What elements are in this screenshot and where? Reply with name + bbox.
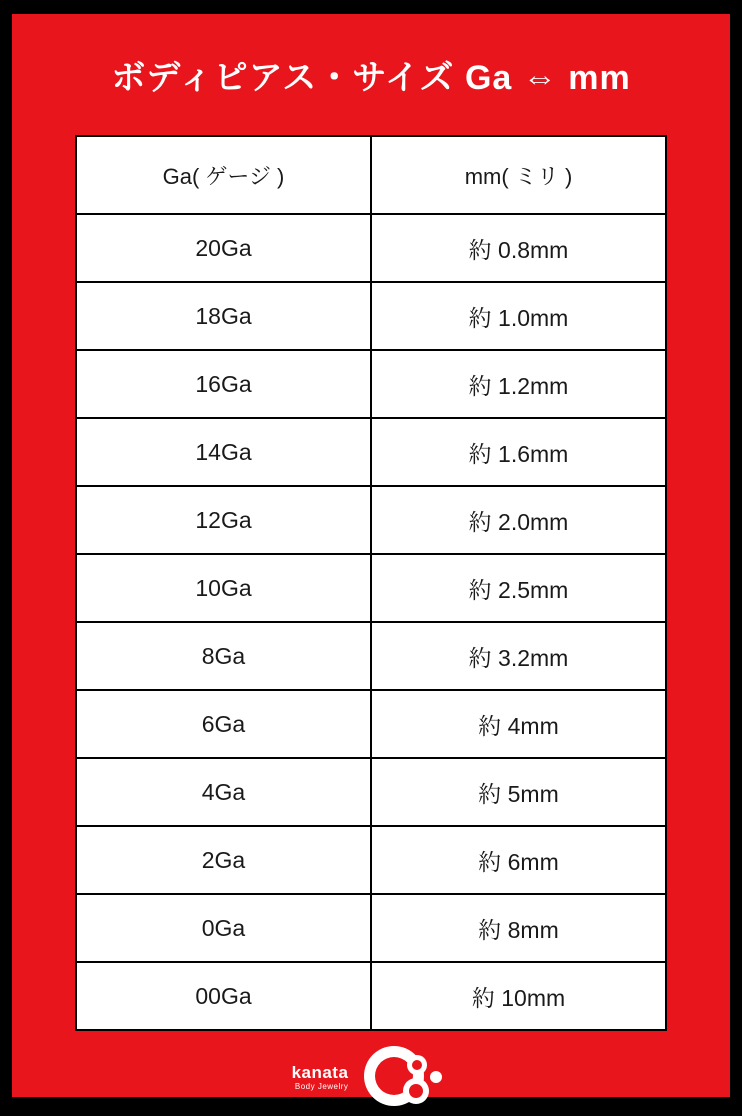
table-row xyxy=(76,214,666,282)
column-header-mm: mm( ミリ ) xyxy=(371,136,666,214)
brand-subtitle: Body Jewelry xyxy=(294,1081,349,1091)
page-title: ボディピアス・サイズ Ga ⇔ mm xyxy=(111,59,631,97)
cell-gauge: 00Ga xyxy=(76,962,371,1030)
table-row xyxy=(76,622,666,690)
table-row xyxy=(76,894,666,962)
red-card xyxy=(12,14,730,1097)
cell-mm: 約 1.2mm xyxy=(371,350,666,418)
cell-mm: 約 6mm xyxy=(371,826,666,894)
table-row xyxy=(76,282,666,350)
brand-name: kanata xyxy=(291,1062,349,1082)
kanata-circles-logo-icon xyxy=(354,1045,450,1111)
size-conversion-table xyxy=(75,135,667,1031)
cell-gauge: 12Ga xyxy=(76,486,371,554)
cell-gauge: 18Ga xyxy=(76,282,371,350)
table-header xyxy=(76,136,666,214)
table-row xyxy=(76,350,666,418)
cell-mm: 約 4mm xyxy=(371,690,666,758)
cell-mm: 約 2.0mm xyxy=(371,486,666,554)
cell-gauge: 8Ga xyxy=(76,622,371,690)
table-row xyxy=(76,962,666,1030)
brand-text xyxy=(292,1064,349,1093)
size-table-wrapper xyxy=(75,135,667,1031)
table-row xyxy=(76,554,666,622)
cell-mm: 約 3.2mm xyxy=(371,622,666,690)
table-row xyxy=(76,690,666,758)
cell-gauge: 2Ga xyxy=(76,826,371,894)
brand-logo xyxy=(12,1045,730,1111)
cell-mm: 約 0.8mm xyxy=(371,214,666,282)
cell-mm: 約 10mm xyxy=(371,962,666,1030)
table-header-row xyxy=(76,136,666,214)
column-header-ga: Ga( ゲージ ) xyxy=(76,136,371,214)
table-row xyxy=(76,486,666,554)
table-row xyxy=(76,418,666,486)
cell-gauge: 4Ga xyxy=(76,758,371,826)
cell-gauge: 10Ga xyxy=(76,554,371,622)
table-row xyxy=(76,758,666,826)
cell-mm: 約 8mm xyxy=(371,894,666,962)
table-body xyxy=(76,214,666,1030)
cell-gauge: 16Ga xyxy=(76,350,371,418)
table-row xyxy=(76,826,666,894)
cell-gauge: 0Ga xyxy=(76,894,371,962)
cell-mm: 約 1.6mm xyxy=(371,418,666,486)
cell-mm: 約 5mm xyxy=(371,758,666,826)
cell-mm: 約 2.5mm xyxy=(371,554,666,622)
cell-gauge: 14Ga xyxy=(76,418,371,486)
cell-mm: 約 1.0mm xyxy=(371,282,666,350)
cell-gauge: 20Ga xyxy=(76,214,371,282)
cell-gauge: 6Ga xyxy=(76,690,371,758)
